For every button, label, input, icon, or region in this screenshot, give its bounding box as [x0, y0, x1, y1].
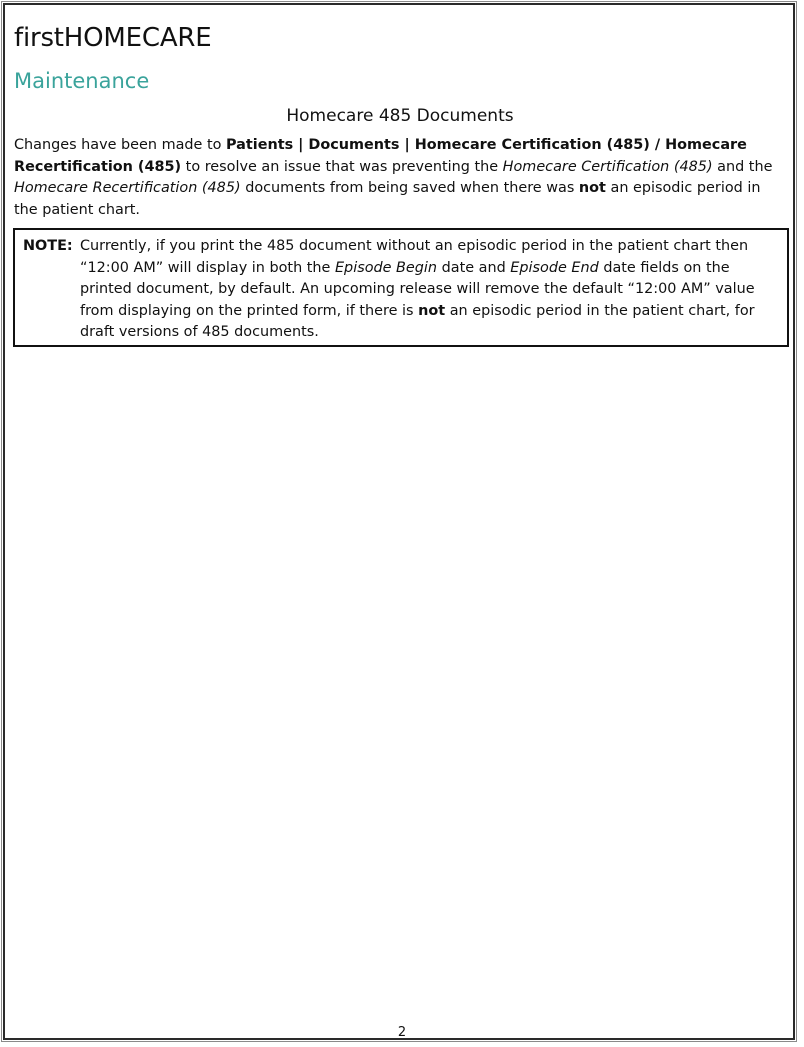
- paragraph-text: and the: [712, 158, 773, 175]
- emphasis-not: not: [578, 180, 606, 197]
- emphasis-not: not: [418, 302, 446, 319]
- note-text-part: Currently, if you print the 485 document without an episodic period in the patient chart then “12:00 AM” will display in both the: [80, 238, 749, 276]
- note-text-part: date and: [437, 259, 511, 276]
- paragraph-text: Changes have been made to: [14, 137, 227, 153]
- body-paragraph: [14, 135, 788, 221]
- note-text-part: an episodic period in the patient chart, for draft versions of 485 documents.: [80, 302, 755, 341]
- app-title: firstHOMECARE: [14, 23, 212, 53]
- menu-path: Patients | Documents | Homecare Certification (485) / Homecare Recertification (485): [14, 137, 747, 175]
- field-episode-end: Episode End: [510, 259, 599, 276]
- paragraph-text: documents from being saved when there was: [240, 180, 579, 197]
- section-title: Maintenance: [14, 69, 150, 93]
- note-box: [13, 228, 789, 347]
- field-episode-begin: Episode Begin: [334, 259, 438, 276]
- document-heading: Homecare 485 Documents: [286, 106, 514, 126]
- paragraph-text: to resolve an issue that was preventing the: [181, 158, 503, 175]
- document-name-certification: Homecare Certification (485): [502, 158, 713, 175]
- paragraph-text: an episodic period in the patient chart.: [14, 180, 761, 218]
- page-number: 2: [397, 1025, 407, 1040]
- document-name-recertification: Homecare Recertification (485): [14, 180, 241, 197]
- note-text-part: date fields on the printed document, by default. An upcoming release will remove the default “12:00 AM” value from displaying on the printed form, if there is: [80, 259, 755, 319]
- note-label: NOTE:: [23, 238, 73, 254]
- note-text: [80, 236, 780, 344]
